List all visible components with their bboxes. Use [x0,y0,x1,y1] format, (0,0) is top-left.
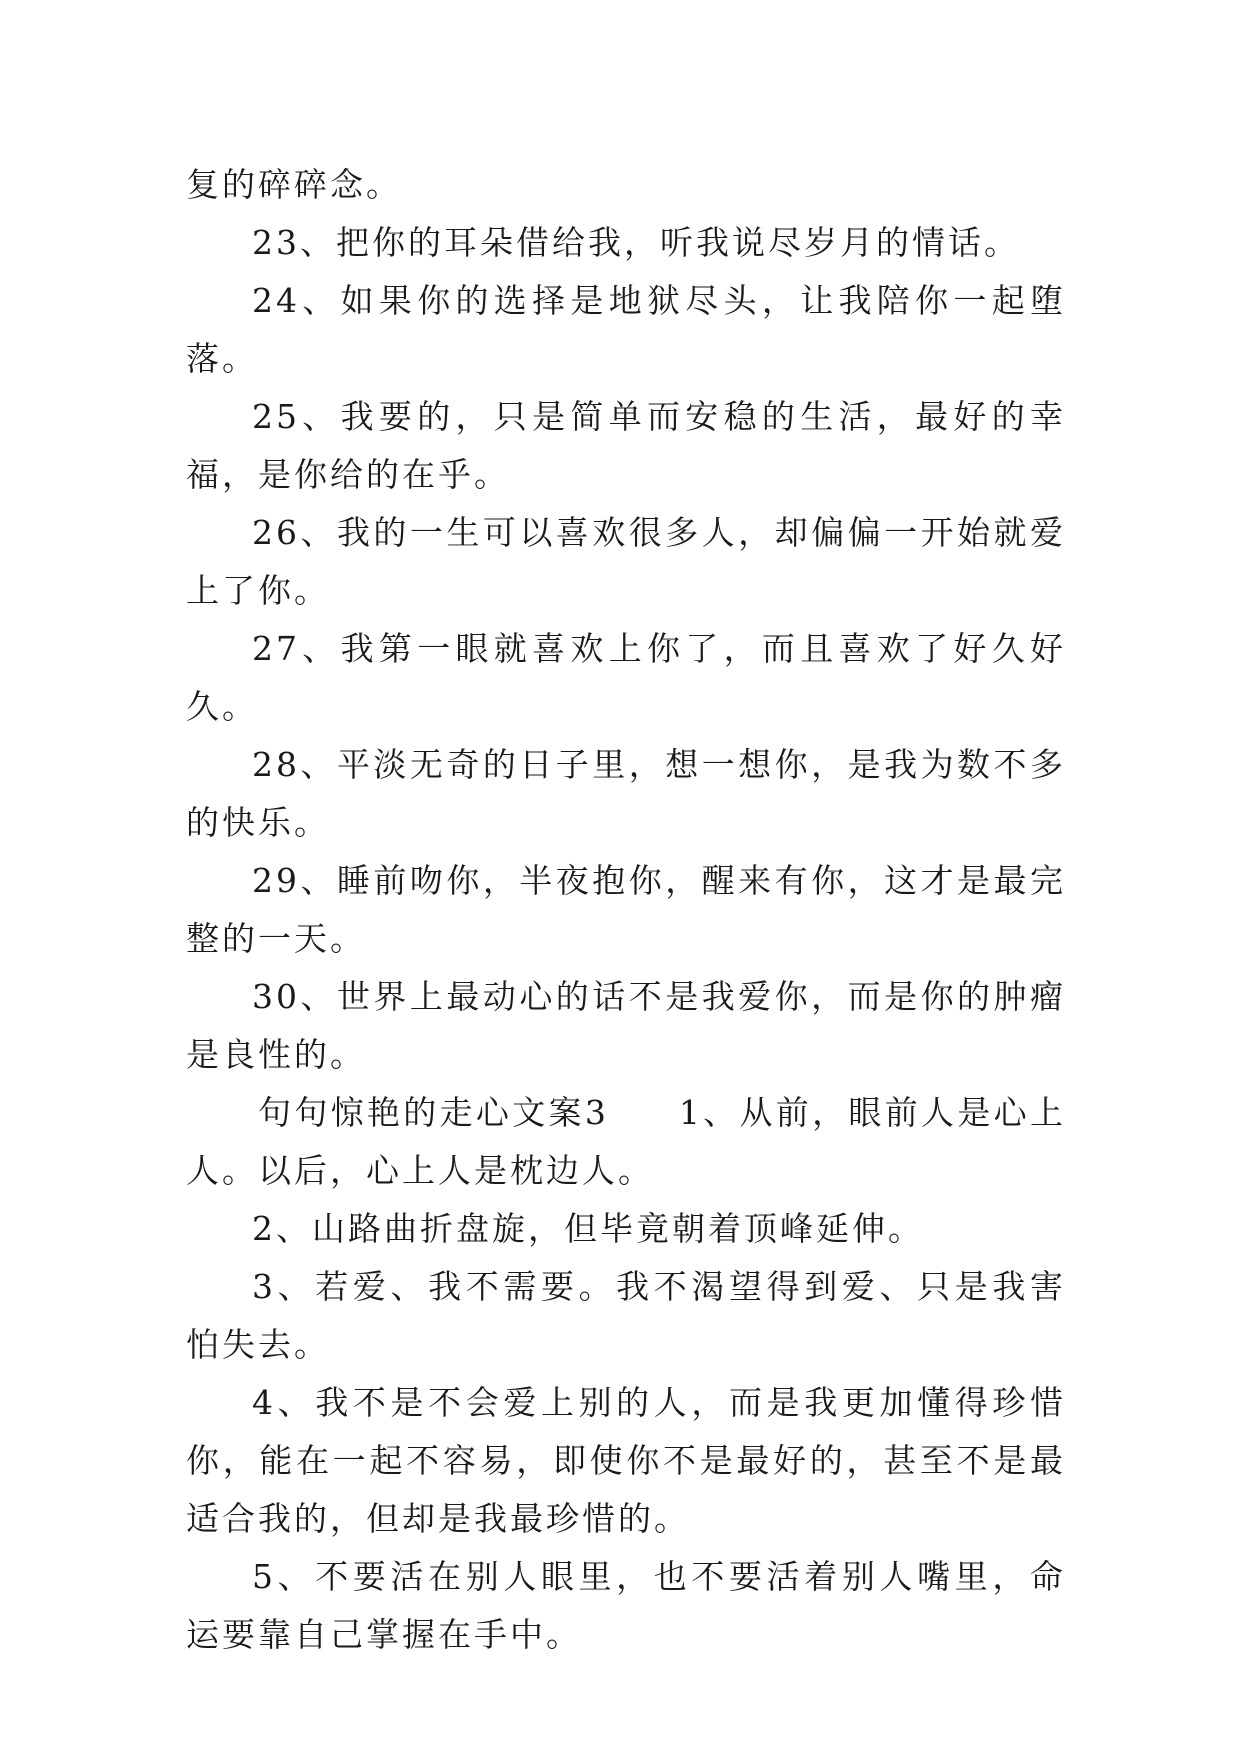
section-heading-paragraph [186,1084,1066,1200]
list-item-29: 29、睡前吻你，半夜抱你，醒来有你，这才是最完整的一天。 [186,861,1066,958]
list-item-2: 2、山路曲折盘旋，但毕竟朝着顶峰延伸。 [252,1209,924,1248]
list-item-4: 4、我不是不会爱上别的人，而是我更加懂得珍惜你，能在一起不容易，即使你不是最好的，甚至不是最适合我的，但却是我最珍惜的。 [186,1383,1066,1538]
list-item-28: 28、平淡无奇的日子里，想一想你，是我为数不多的快乐。 [186,745,1066,842]
list-item-30: 30、世界上最动心的话不是我爱你，而是你的肿瘤是良性的。 [186,977,1066,1074]
list-item-25: 25、我要的，只是简单而安稳的生活，最好的幸福，是你给的在乎。 [186,397,1066,494]
list-item-3: 3、若爱、我不需要。我不渴望得到爱、只是我害怕失去。 [186,1267,1066,1364]
list-item-1: 1、从前，眼前人是心上人。以后，心上人是枕边人。 [186,1093,1066,1190]
paragraph-continuation: 复的碎碎念。 [186,165,402,204]
document-body [186,156,1066,1664]
list-item-23: 23、把你的耳朵借给我，听我说尽岁月的情话。 [252,223,1020,262]
list-item-27: 27、我第一眼就喜欢上你了，而且喜欢了好久好久。 [186,629,1066,726]
list-item-5: 5、不要活在别人眼里，也不要活着别人嘴里，命运要靠自己掌握在手中。 [186,1557,1066,1654]
section-heading: 句句惊艳的走心文案3 [258,1093,609,1132]
list-item-26: 26、我的一生可以喜欢很多人，却偏偏一开始就爱上了你。 [186,513,1066,610]
list-item-24: 24、如果你的选择是地狱尽头，让我陪你一起堕落。 [186,281,1066,378]
